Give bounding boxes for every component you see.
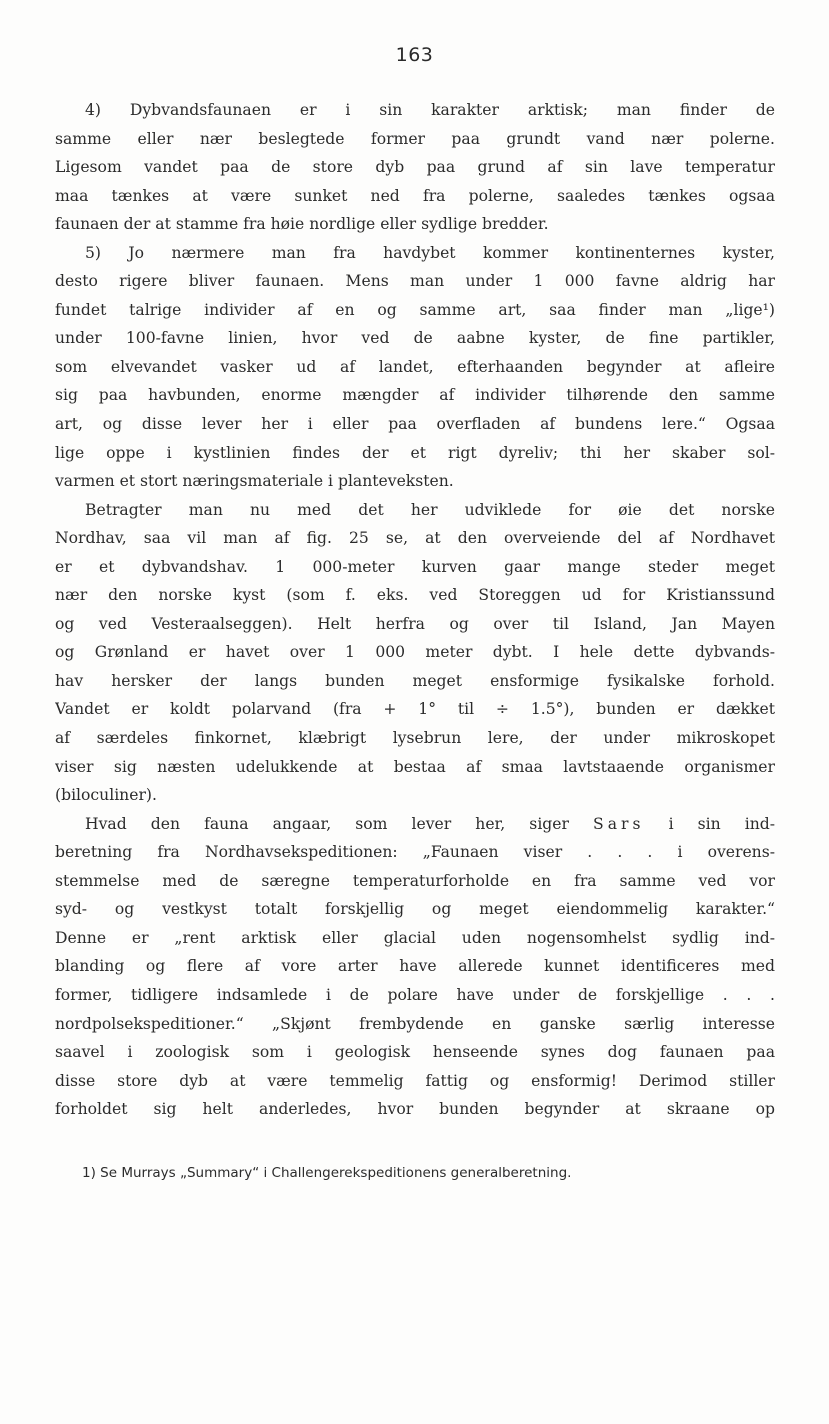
text-line: hav hersker der langs bunden meget ensformige fysikalske forhold. [55,671,775,690]
text-line: blanding og flere af vore arter have allerede kunnet identificeres med [55,957,775,976]
text-line: varmen et stort næringsmateriale i planteveksten. [55,472,454,491]
text-line: og Grønland er havet over 1 000 meter dybt. I hele dette dybvands- [55,643,775,662]
text-line: Denne er „rent arktisk eller glacial uden nogensomhelst sydlig ind- [55,928,775,947]
text-line: er et dybvandshav. 1 000-meter kurven gaar mange steder meget [55,557,775,576]
text-line: art, og disse lever her i eller paa overfladen af bundens lere.“ Ogsaa [55,415,775,434]
text-line: fundet talrige individer af en og samme art, saa finder man „lige¹) [55,300,775,319]
text-line: under 100-favne linien, hvor ved de aabne kyster, de fine partikler, [55,329,775,348]
text-line: samme eller nær beslegtede former paa grundt vand nær polerne. [55,129,775,148]
text-line: som elvevandet vasker ud af landet, efterhaanden begynder at afleire [55,357,775,376]
text-line: disse store dyb at være temmelig fattig og ensformig! Derimod stiller [55,1071,775,1090]
text-line: Betragter man nu med det her udviklede for øie det norske [85,500,775,519]
text-line: beretning fra Nordhavsekspeditionen: „Faunaen viser . . . i overens- [55,843,775,862]
author-name-spaced: Sars [593,814,645,833]
text-segment: i sin ind- [668,814,775,833]
text-line: syd- og vestkyst totalt forskjellig og meget eiendommelig karakter.“ [55,900,775,919]
text-line: faunaen der at stamme fra høie nordlige eller sydlige bredder. [55,215,549,234]
text-line: sig paa havbunden, enorme mængder af individer tilhørende den samme [55,386,775,405]
text-line: former, tidligere indsamlede i de polare have under de forskjellige . . . [55,985,775,1004]
text-line: nær den norske kyst (som f. eks. ved Storeggen ud for Kristianssund [55,586,775,605]
text-line: Ligesom vandet paa de store dyb paa grund af sin lave temperatur [55,158,775,177]
footnote-marker: 1) [82,1165,96,1181]
text-line: maa tænkes at være sunket ned fra polerne, saaledes tænkes ogsaa [55,186,775,205]
text-line-with-spaced-name [55,810,775,839]
footnote-text: Se Murrays „Summary“ i Challengerekspeditionens generalberetning. [100,1165,572,1181]
footnote [82,1165,782,1181]
text-line: og ved Vesteraalseggen). Helt herfra og over til Island, Jan Mayen [55,614,775,633]
body-text [55,96,775,1124]
text-line: Nordhav, saa vil man af fig. 25 se, at den overveiende del af Nordhavet [55,529,775,548]
text-line: lige oppe i kystlinien findes der et rigt dyreliv; thi her skaber sol- [55,443,775,462]
text-line: forholdet sig helt anderledes, hvor bunden begynder at skraane op [55,1100,775,1119]
text-line: Vandet er koldt polarvand (fra + 1° til ÷ 1.5°), bunden er dækket [55,700,775,719]
text-line: (biloculiner). [55,786,157,805]
text-line: nordpolsekspeditioner.“ „Skjønt frembydende en ganske særlig interesse [55,1014,775,1033]
page-number: 163 [395,44,434,66]
text-segment: Hvad den fauna angaar, som lever her, siger [85,814,569,833]
text-line: desto rigere bliver faunaen. Mens man under 1 000 favne aldrig har [55,272,775,291]
text-line: saavel i zoologisk som i geologisk henseende synes dog faunaen paa [55,1043,775,1062]
text-line: 4) Dybvandsfaunaen er i sin karakter arktisk; man finder de [85,101,775,119]
text-line: stemmelse med de særegne temperaturforholde en fra samme ved vor [55,871,775,890]
text-line: 5) Jo nærmere man fra havdybet kommer kontinenternes kyster, [85,243,775,262]
text-line: af særdeles finkornet, klæbrigt lysebrun lere, der under mikroskopet [55,729,775,748]
text-line: viser sig næsten udelukkende at bestaa af smaa lavtstaaende organismer [55,757,775,776]
